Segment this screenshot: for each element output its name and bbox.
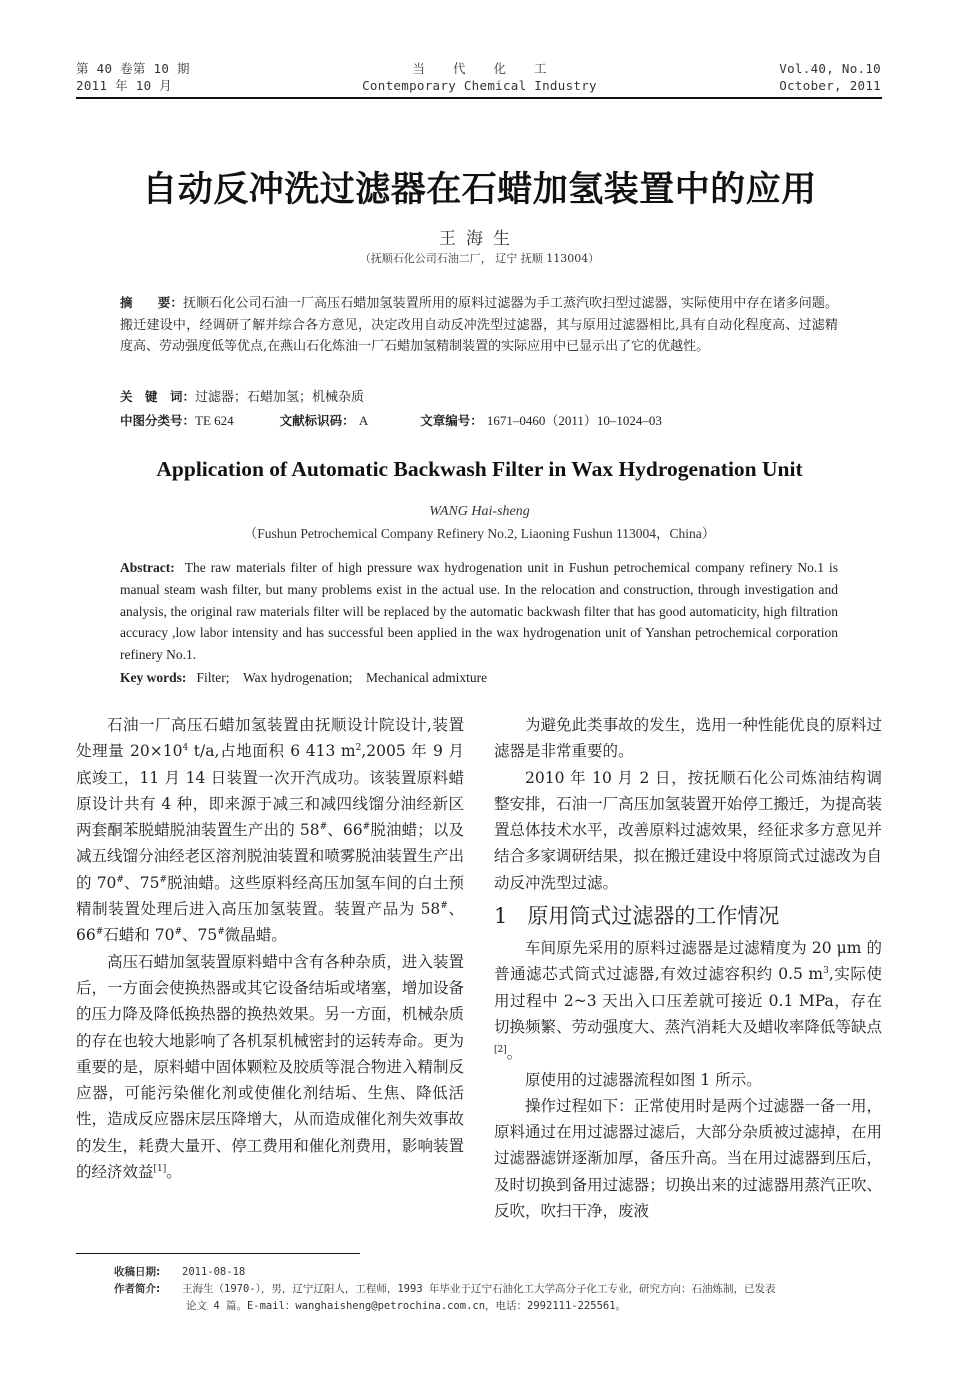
body-paragraph: 原使用的过滤器流程如图 1 所示。 — [525, 1070, 762, 1089]
received-date — [114, 1264, 884, 1281]
journal-name-en: Contemporary Chemical Industry — [362, 78, 597, 93]
clc-value: TE 624 — [195, 413, 234, 428]
issue-date-en: October, 2011 — [779, 78, 881, 93]
bio-line-1: 王海生（1970-），男，辽宁辽阳人，工程师，1993 年毕业于辽宁石油化工大学高分子化工专业，研究方向：石油炼制，已发表 — [182, 1283, 776, 1295]
abstract-cn — [120, 292, 838, 358]
section-title: 原用筒式过滤器的工作情况 — [527, 904, 780, 929]
doc-code-value: A — [358, 413, 369, 428]
article-no-value: 1671–0460（2011）10–1024–03 — [486, 413, 662, 428]
citation-ref[interactable]: [2] — [494, 1045, 507, 1056]
volume-issue: 第 40 卷第 10 期 — [76, 61, 190, 76]
keywords-en-label: Key words: — [120, 670, 187, 685]
citation-ref[interactable]: [1] — [153, 1163, 167, 1174]
affiliation-cn: （抚顺石化公司石油二厂， 辽宁 抚顺 113004） — [359, 252, 600, 265]
keywords-cn-label: 关 键 词： — [120, 389, 196, 404]
abstract-en — [120, 557, 838, 666]
document-code — [280, 410, 369, 433]
article-number — [420, 410, 662, 433]
abstract-cn-text: 抚顺石化公司石油一厂高压石蜡加氢装置所用的原料过滤器为手工蒸汽吹扫型过滤器，实际使用中存在诸多问题。搬迁建设中，经调研了解并综合各方意见，决定改用自动反冲洗型过滤器，其与原用过滤器相比,具有自动化程度高、过滤精度高、劳动强度低等优点,在燕山石化炼油一厂石蜡加氢精制装置的实际应用中已显示出了它的优越性。 — [120, 296, 838, 354]
received-value: 2011-08-18 — [182, 1266, 246, 1278]
section-number: 1 — [494, 904, 508, 929]
abstract-en-label: Abstract: — [120, 560, 175, 575]
clc-label: 中图分类号： — [120, 413, 196, 428]
body-paragraph: 石油一厂高压石蜡加氢装置由抚顺设计院设计,装置处理量 $20\times 10^4$ t/a,占地面积 6 413 $m^2,2005$ 年 9 月底竣工，11 月 14 日装置一次开汽成功。该装置原料蜡原设计共有 4 种，即来源于减三和减四线馏分油经新区两套酮苯脱蜡脱油装置生产出的 58#、66#脱油蜡；以及减五线馏分油经老区溶剂脱油装置和喷雾脱油装置生产出的 70#、75#脱油蜡。这些原料经高压加氢车间的白土预精制装置处理后进入高压加氢装置。装置产品为 58#、66#石蜡和 70#、75#微晶蜡。 — [76, 716, 464, 945]
bio-label: 作者简介: — [114, 1283, 161, 1295]
author-name-cn: 王海生 — [439, 229, 520, 249]
abstract-cn-label: 摘 要： — [120, 295, 184, 310]
author-bio — [114, 1281, 884, 1314]
article-no-label: 文章编号： — [420, 413, 483, 428]
body-paragraph: 为避免此类事故的发生，选用一种性能优良的原料过滤器是非常重要的。 — [494, 716, 882, 761]
paper-title-en: Application of Automatic Backwash Filter in Wax Hydrogenation Unit — [156, 457, 803, 481]
journal-name-cn: 当代化工 — [412, 61, 575, 76]
header-rule — [76, 97, 882, 99]
keywords-cn-text: 过滤器；石蜡加氢；机械杂质 — [195, 390, 365, 405]
section-heading — [494, 898, 882, 934]
affiliation-en: （Fushun Petrochemical Company Refinery No.2, Liaoning Fushun 113004，China） — [243, 526, 716, 541]
volume-number-en: Vol.40, No.10 — [779, 61, 881, 76]
body-column-right — [494, 712, 882, 1224]
body-column-left — [76, 712, 464, 1185]
body-paragraph: 车间原先采用的原料过滤器是过滤精度为 20 μm 的普通滤芯式筒式过滤器,有效过滤容积约 0.5 $m^3$,实际使用过程中 2~3 天出入口压差就可接近 0.1 MPa，存在切换频繁、劳动强度大、蒸汽消耗大及蜡收率降低等缺点[2]。 — [494, 939, 882, 1063]
body-paragraph: 高压石蜡加氢装置原料蜡中含有各种杂质，进入装置后，一方面会使换热器或其它设备结垢或堵塞，增加设备的压力降及降低换热器的换热效果。另一方面，机械杂质的存在也较大地影响了各机泵机械密封的运转寿命。更为重要的是，原料蜡中固体颗粒及胶质等混合物进入精制反应器，可能污染催化剂或使催化剂结垢、生焦、降低活性，造成反应器床层压降增大，从而造成催化剂失效事故的发生，耗费大量开、停工费用和催化剂费用，影响装置的经济效益[1]。 — [76, 952, 464, 1182]
paper-title-cn: 自动反冲洗过滤器在石蜡加氢装置中的应用 — [142, 170, 817, 210]
abstract-en-text: The raw materials filter of high pressure wax hydrogenation unit in Fushun petrochemical company refinery No.1 is manual steam wash filter, but many problems exist in the actual use. In the relocation and construction, through investigation and analysis, the original raw materials filter will be replaced by the automatic backwash filter that has good automaticity, high filtration accuracy ,low labor intensity and has successful been applied in the wax hydrogenation unit of Yanshan petrochemical corporation refinery No.1. — [120, 560, 839, 663]
issue-date-cn: 2011 年 10 月 — [76, 78, 173, 93]
clc-code — [120, 410, 234, 433]
body-paragraph: 2010 年 10 月 2 日，按抚顺石化公司炼油结构调整安排，石油一厂高压加氢装置开始停工搬迁，为提高装置总体技术水平，改善原料过滤效果，经征求多方意见并结合多家调研结果，拟在搬迁建设中将原筒式过滤改为自动反冲洗型过滤。 — [494, 768, 882, 892]
doc-code-label: 文献标识码： — [279, 413, 355, 428]
author-name-en: WANG Hai-sheng — [429, 504, 530, 519]
body-paragraph: 操作过程如下：正常使用时是两个过滤器一备一用，原料通过在用过滤器过滤后，大部分杂质被过滤掉，在用过滤器滤饼逐渐加厚，备压升高。当在用过滤器到压后，及时切换到备用过滤器；切换出来的过滤器用蒸汽正吹、反吹，吹扫干净，废液 — [494, 1096, 882, 1221]
received-label: 收稿日期: — [114, 1266, 161, 1278]
keywords-en-text: Filter; Wax hydrogenation; Mechanical admixture — [196, 670, 488, 685]
journal-volume-en — [779, 60, 881, 94]
classification-line — [120, 410, 838, 433]
footnote-rule — [76, 1253, 360, 1254]
keywords-en — [120, 667, 838, 689]
keywords-cn — [120, 386, 838, 409]
bio-line-2: 论文 4 篇。E-mail：wanghaisheng@petrochina.com.cn，电话：2992111-225561。 — [186, 1299, 627, 1312]
